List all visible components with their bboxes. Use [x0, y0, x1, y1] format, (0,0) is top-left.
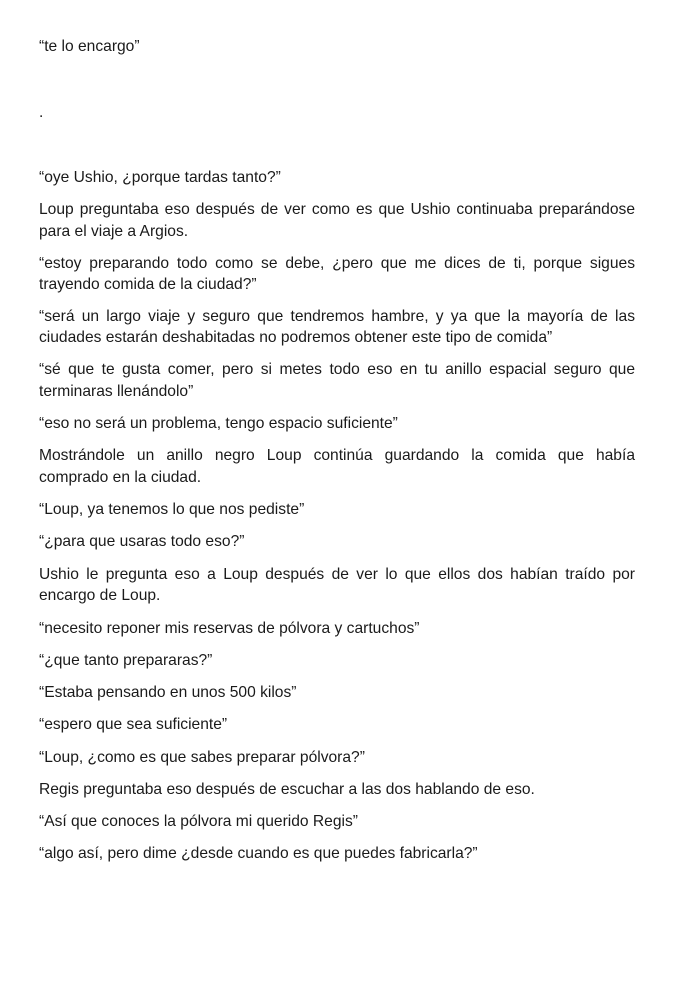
separator-dot: . — [39, 104, 44, 121]
narration-line: encargo de Loup. — [39, 587, 161, 604]
dialogue-line: “eso no será un problema, tengo espacio suficiente” — [39, 415, 398, 432]
dialogue-line: terminaras llenándolo” — [39, 383, 194, 400]
dialogue-line: “Loup, ¿como es que sabes preparar pólvora?” — [39, 749, 365, 766]
narration-line: Regis preguntaba eso después de escuchar a las dos hablando de eso. — [39, 781, 535, 798]
dialogue-line: “Loup, ya tenemos lo que nos pediste” — [39, 501, 305, 518]
dialogue-line: trayendo comida de la ciudad?” — [39, 276, 257, 293]
document-page — [39, 0, 635, 1000]
narration-line: comprado en la ciudad. — [39, 469, 202, 486]
dialogue-line: “Estaba pensando en unos 500 kilos” — [39, 684, 297, 701]
dialogue-line: “oye Ushio, ¿porque tardas tanto?” — [39, 169, 281, 186]
dialogue-line: “algo así, pero dime ¿desde cuando es que puedes fabricarla?” — [39, 845, 478, 862]
dialogue-line: ciudades estarán deshabitadas no podremos obtener este tipo de comida” — [39, 329, 553, 346]
dialogue-line: “te lo encargo” — [39, 38, 140, 55]
dialogue-line: “¿para que usaras todo eso?” — [39, 533, 245, 550]
narration-line: para el viaje a Argios. — [39, 223, 189, 240]
dialogue-line: “será un largo viaje y seguro que tendremos hambre, y ya que la mayoría de las — [39, 308, 635, 325]
narration-line: Loup preguntaba eso después de ver como es que Ushio continuaba preparándose — [39, 201, 635, 218]
dialogue-line: “estoy preparando todo como se debe, ¿pero que me dices de ti, porque sigues — [39, 255, 635, 272]
dialogue-line: “¿que tanto prepararas?” — [39, 652, 213, 669]
dialogue-line: “espero que sea suficiente” — [39, 716, 228, 733]
dialogue-line: “Así que conoces la pólvora mi querido Regis” — [39, 813, 358, 830]
dialogue-line: “sé que te gusta comer, pero si metes todo eso en tu anillo espacial seguro que — [39, 361, 635, 378]
narration-line: Mostrándole un anillo negro Loup continúa guardando la comida que había — [39, 447, 635, 464]
dialogue-line: “necesito reponer mis reservas de pólvora y cartuchos” — [39, 620, 420, 637]
narration-line: Ushio le pregunta eso a Loup después de ver lo que ellos dos habían traído por — [39, 566, 635, 583]
